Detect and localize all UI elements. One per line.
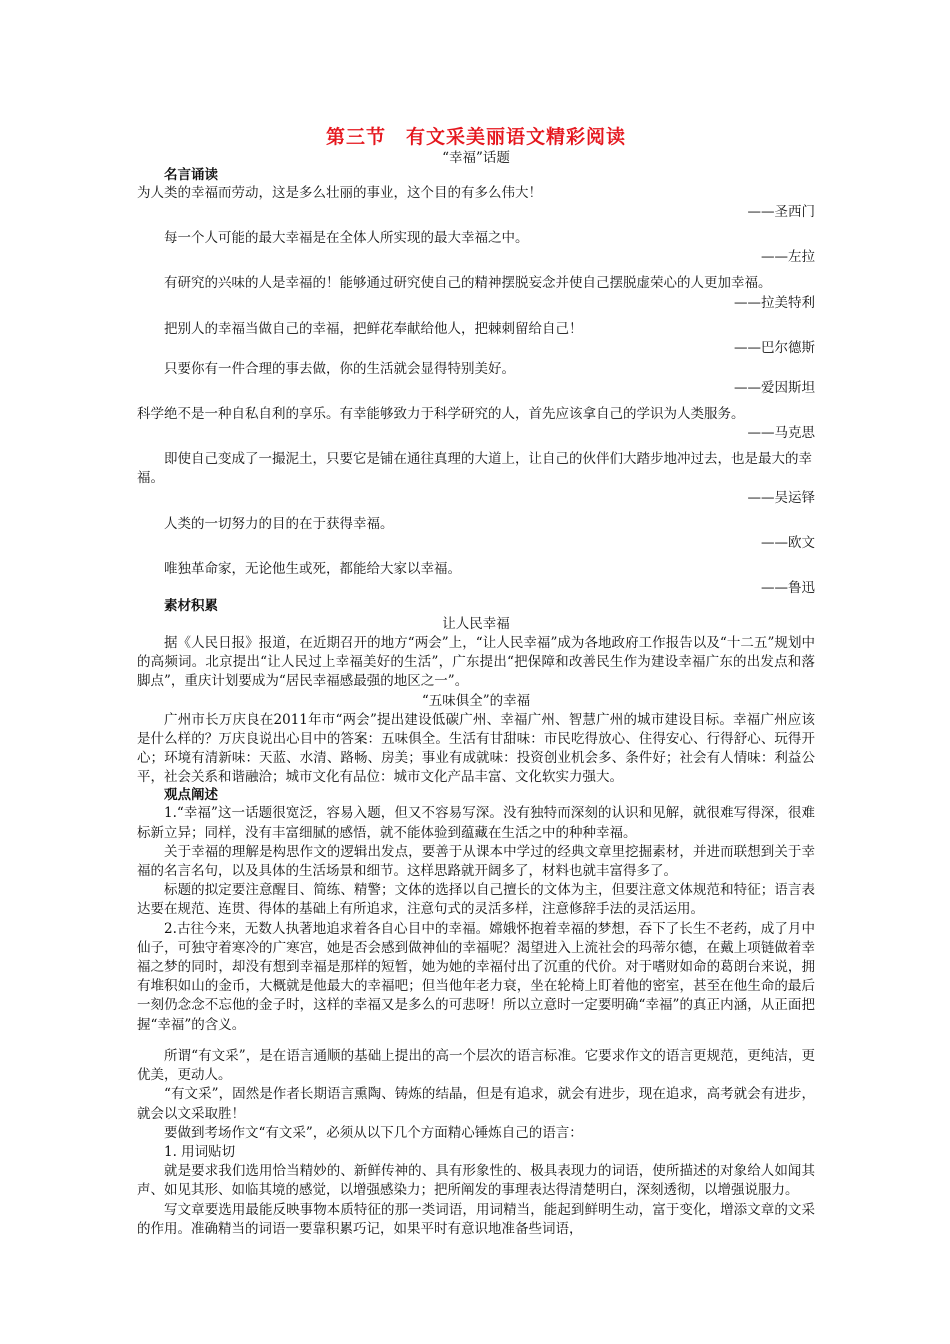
viewpoint-paragraph: 2.古往今来，无数人执著地追求着各自心目中的幸福。嫦娥怀抱着幸福的梦想，吞下了长生不老药，成了月中仙子，可独守着寒冷的广寒宫，她是否会感到做神仙的幸福呢？渴望进入上流社会的玛蒂尔德，在戴上项链做着幸福之梦的同时，却没有想到幸福是那样的短暂，她为她的幸福付出了沉重的代价。对于嗜财如命的葛朗台来说，拥有堆积如山的金币，大概就是他最大的幸福吧；但当他年老力衰，坐在轮椅上盯着他的密室，甚至在他生命的最后一刻仍念念不忘他的金子时，这样的幸福又是多么的可悲呀！所以立意时一定要明确“幸福”的真正内涵，从正面把握“幸福”的含义。	[137, 920, 815, 1033]
material-text: 广州市长万庆良在2011年市“两会”提出建设低碳广州、幸福广州、智慧广州的城市建设目标。幸福广州应该是什么样的？万庆良说出心目中的答案：五味俱全。生活有甘甜味：市民吃得放心、住得安心、行得舒心、玩得开心；环境有清新味：天蓝、水清、路畅、房美；事业有成就味：投资创业机会多、条件好；社会有人情味：利益公平，社会关系和谐融洽；城市文化有品位：城市文化产品丰富、文化软实力强大。	[137, 711, 815, 786]
quote-text: 为人类的幸福而劳动，这是多么壮丽的事业，这个目的有多么伟大！	[137, 185, 542, 201]
body-paragraph: 写文章要选用最能反映事物本质特征的那一类词语，用词精当，能起到鲜明生动，富于变化，增添文章的文采的作用。准确精当的词语一要靠积累巧记，如果平时有意识地准备些词语，	[137, 1201, 815, 1237]
viewpoint-paragraph: 标题的拟定要注意醒目、简练、精警；文体的选择以自己擅长的文体为主，但要注意文体规范和特征；语言表达要在规范、连贯、得体的基础上有所追求，注意句式的灵活多样，注意修辞手法的灵活运用。	[137, 882, 815, 918]
section-heading-materials: 素材积累	[164, 598, 218, 615]
body-paragraph: 就是要求我们选用恰当精妙的、新鲜传神的、具有形象性的、极具表现力的词语，使所描述的对象给人如闻其声、如见其形、如临其境的感觉，以增强感染力；把所阐发的事理表达得清楚明白，深刻透彻，以增强说服力。	[137, 1163, 815, 1199]
quote-text: 人类的一切努力的目的在于获得幸福。	[164, 515, 394, 532]
body-paragraph: 所谓“有文采”，是在语言通顺的基础上提出的高一个层次的语言标准。它要求作文的语言更规范，更纯洁，更优美，更动人。	[137, 1047, 815, 1084]
material-title: 让人民幸福	[442, 616, 510, 633]
section-heading-viewpoints: 观点阐述	[164, 787, 218, 804]
body-paragraph: 要做到考场作文“有文采”，必须从以下几个方面精心锤炼自己的语言：	[164, 1124, 583, 1141]
viewpoint-paragraph: 关于幸福的理解是构思作文的逻辑出发点，要善于从课本中学过的经典文章里挖掘素材，并进而联想到关于幸福的名言名句，以及具体的生活场景和细节。这样思路就开阔多了，材料也就丰富得多了。	[137, 843, 815, 880]
quote-author: ——马克思	[747, 425, 815, 442]
material-text: 据《人民日报》报道，在近期召开的地方“两会”上，“让人民幸福”成为各地政府工作报告以及“十二五”规划中的高频词。北京提出“让人民过上幸福美好的生活”，广东提出“把保障和改善民生作为建设幸福广东的出发点和落脚点”，重庆计划要成为“居民幸福感最强的地区之一”。	[137, 635, 815, 690]
quote-author: ——鲁迅	[761, 580, 815, 597]
quote-text: 唯独革命家，无论他生或死，都能给大家以幸福。	[164, 560, 461, 577]
quote-author: ——圣西门	[747, 204, 815, 221]
quote-list	[137, 184, 815, 598]
quote-text: 每一个人可能的最大幸福是在全体人所实现的最大幸福之中。	[164, 230, 529, 247]
quote-text: 科学绝不是一种自私自利的享乐。有幸能够致力于科学研究的人，首先应该拿自己的学识为人类服务。	[137, 406, 745, 423]
page-title: 第三节 有文采美丽语文精彩阅读	[325, 126, 626, 148]
section-heading-quotes: 名言诵读	[164, 167, 218, 183]
quote-author: ——拉美特利	[734, 294, 815, 311]
viewpoint-paragraph: 1.“幸福”这一话题很宽泛，容易入题，但又不容易写深。没有独特而深刻的认识和见解，就很难写得深，很难标新立异；同样，没有丰富细腻的感悟，就不能体验到蕴藏在生活之中的种种幸福。	[137, 805, 815, 841]
quote-author: ——爱因斯坦	[734, 380, 815, 397]
quote-text: 把别人的幸福当做自己的幸福，把鲜花奉献给他人，把棘刺留给自己！	[164, 320, 583, 337]
quote-author: ——吴运铎	[747, 489, 815, 506]
quote-author: ——左拉	[761, 249, 815, 266]
quote-text: 只要你有一件合理的事去做，你的生活就会显得特别美好。	[164, 360, 515, 377]
quote-author: ——欧文	[761, 534, 815, 551]
body-paragraph: “有文采”，固然是作者长期语言熏陶、铸炼的结晶，但是有追求，就会有进步，现在追求，高考就会有进步，就会以文采取胜！	[137, 1086, 815, 1122]
page-subtitle: “幸福”话题	[442, 150, 510, 166]
quote-author: ——巴尔德斯	[734, 339, 815, 356]
quote-text: 即使自己变成了一撮泥土，只要它是铺在通往真理的大道上，让自己的伙伴们大踏步地冲过去，也是最大的幸福。	[137, 451, 812, 487]
section-spacer	[137, 1035, 815, 1047]
quote-text: 有研究的兴味的人是幸福的！能够通过研究使自己的精神摆脱妄念并使自己摆脱虚荣心的人更加幸福。	[164, 275, 772, 292]
subheading-word-choice: 1. 用词贴切	[164, 1143, 236, 1160]
material-title: “五味俱全”的幸福	[421, 692, 531, 709]
document-page	[137, 125, 815, 1239]
